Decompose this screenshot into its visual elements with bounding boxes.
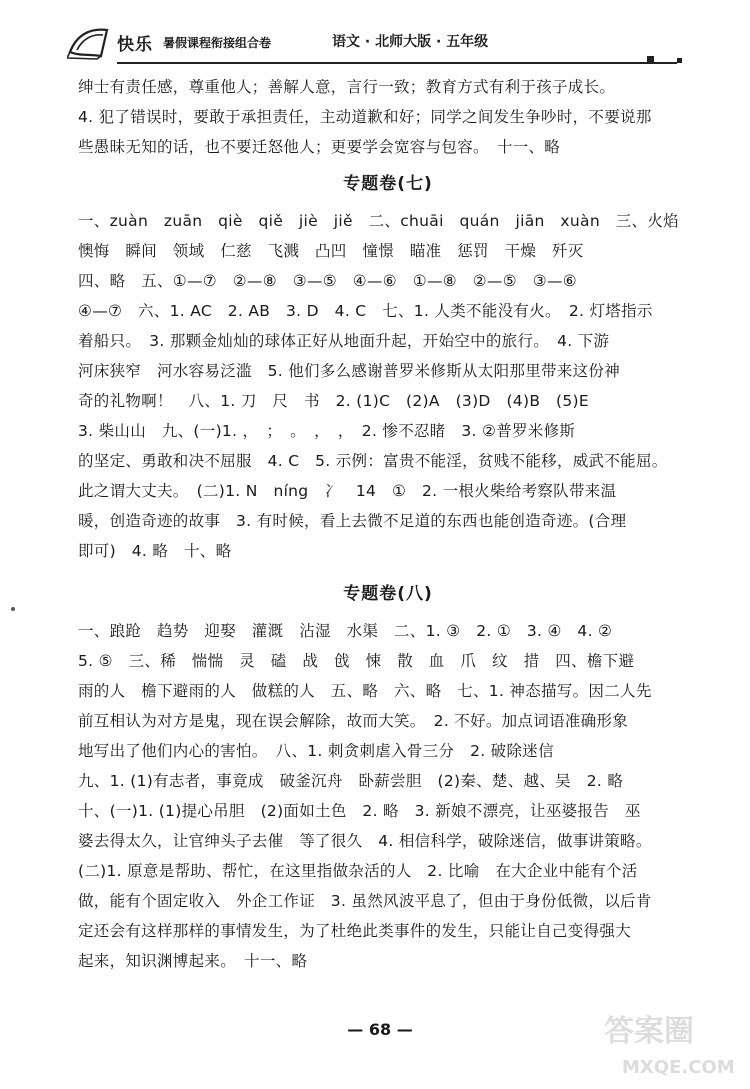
text-line: 奇的礼物啊！ 八、1. 刀 尺 书 2. (1)C (2)A (3)D (4)B (5)E xyxy=(78,392,589,410)
text-line: 一、踉跄 趋势 迎娶 灌溉 沾湿 水渠 二、1. ③ 2. ① 3. ④ 4. ② xyxy=(78,622,613,640)
section-title: 专题卷(七) xyxy=(343,174,433,194)
text-line: 定还会有这样那样的事情发生，为了杜绝此类事件的发生，只能让自己变得强大 xyxy=(78,922,632,940)
margin-mark xyxy=(11,607,15,611)
header-rule-dot xyxy=(677,58,682,63)
watermark-url: MXQE.COM xyxy=(622,1057,735,1078)
text-line: 雨的人 檐下避雨的人 做糕的人 五、略 六、略 七、1. 神态描写。因二人先 xyxy=(78,682,652,700)
text-line: (二)1. 原意是帮助、帮忙，在这里指做杂活的人 2. 比喻 在大企业中能有个活 xyxy=(78,862,638,880)
section-title: 专题卷(八) xyxy=(343,584,433,604)
text-line: 此之谓大丈夫。 (二)1. N níng 冫 14 ① 2. 一根火柴给考察队带来温 xyxy=(78,482,617,500)
text-line: 些愚昧无知的话，也不要迁怒他人；更要学会宽容与包容。 十一、略 xyxy=(78,138,561,156)
header-rule xyxy=(117,62,677,64)
text-line: 4. 犯了错误时，要敢于承担责任，主动道歉和好；同学之间发生争吵时，不要说那 xyxy=(78,108,652,126)
page-number: — 68 — xyxy=(347,1020,413,1039)
answer-content xyxy=(78,72,698,976)
text-line: 河床狭窄 河水容易泛滥 5. 他们多么感谢普罗米修斯从太阳那里带来这份神 xyxy=(78,362,621,380)
intro-block xyxy=(78,72,698,162)
brand-name: 快乐 xyxy=(117,35,153,55)
header-rule-dot xyxy=(647,56,654,63)
text-line: 即可) 4. 略 十、略 xyxy=(78,542,232,560)
section-8 xyxy=(78,572,698,976)
text-line: 一、zuàn zuān qiè qiě jiè jiě 二、chuāi quán jiān xuàn 三、火焰 xyxy=(78,212,679,230)
text-line: 九、1. (1)有志者，事竟成 破釜沉舟 卧薪尝胆 (2)秦、楚、越、吴 2. 略 xyxy=(78,772,624,790)
book-logo-icon xyxy=(67,26,113,60)
text-line: 地写出了他们内心的害怕。 八、1. 刺贪刺虐入骨三分 2. 破除迷信 xyxy=(78,742,554,760)
series-title: 暑假课程衔接组合卷 xyxy=(163,36,272,50)
text-line: 着船只。 3. 那颗金灿灿的球体正好从地面升起，开始空中的旅行。 4. 下游 xyxy=(78,332,610,350)
text-line: 懊悔 瞬间 领域 仁慈 飞溅 凸凹 憧憬 瞄准 惩罚 干燥 歼灭 xyxy=(78,242,584,260)
text-line: 的坚定、勇敢和决不屈服 4. C 5. 示例：富贵不能淫，贫贱不能移，威武不能屈。 xyxy=(78,452,668,470)
page-header xyxy=(55,20,695,70)
text-line: 绅士有责任感，尊重他人；善解人意，言行一致；教育方式有利于孩子成长。 xyxy=(78,78,616,96)
text-line: 十、(一)1. (1)提心吊胆 (2)面如土色 2. 略 3. 新娘不漂亮，让巫婆报告 巫 xyxy=(78,802,641,820)
watermark-logo xyxy=(594,1003,744,1083)
text-line: 婆去得太久，让官绅头子去催 等了很久 4. 相信科学，破除迷信，做事讲策略。 xyxy=(78,832,652,850)
text-line: ④—⑦ 六、1. AC 2. AB 3. D 4. C 七、1. 人类不能没有火。 2. 灯塔指示 xyxy=(78,302,653,320)
text-line: 四、略 五、①—⑦ ②—⑧ ③—⑤ ④—⑥ ①—⑧ ②—⑤ ③—⑥ xyxy=(78,272,577,290)
watermark-text: 答案圈 xyxy=(604,1014,694,1049)
text-line: 5. ⑤ 三、稀 惴惴 灵 磕 战 戗 悚 散 血 爪 纹 措 四、檐下避 xyxy=(78,652,635,670)
text-line: 暖，创造奇迹的故事 3. 有时候，看上去微不足道的东西也能创造奇迹。(合理 xyxy=(78,512,627,530)
section-7 xyxy=(78,162,698,566)
text-line: 3. 柴山山 九、(一)1. ， ； 。 ， ， 2. 惨不忍睹 3. ②普罗米修斯 xyxy=(78,422,576,440)
text-line: 做，能有个固定收入 外企工作证 3. 虽然风波平息了，但由于身份低微，以后肯 xyxy=(78,892,652,910)
text-line: 起来，知识渊博起来。 十一、略 xyxy=(78,952,308,970)
edition-label: 语文 · 北师大版 · 五年级 xyxy=(332,34,489,50)
text-line: 前互相认为对方是鬼，现在误会解除，故而大笑。 2. 不好。加点词语准确形象 xyxy=(78,712,629,730)
